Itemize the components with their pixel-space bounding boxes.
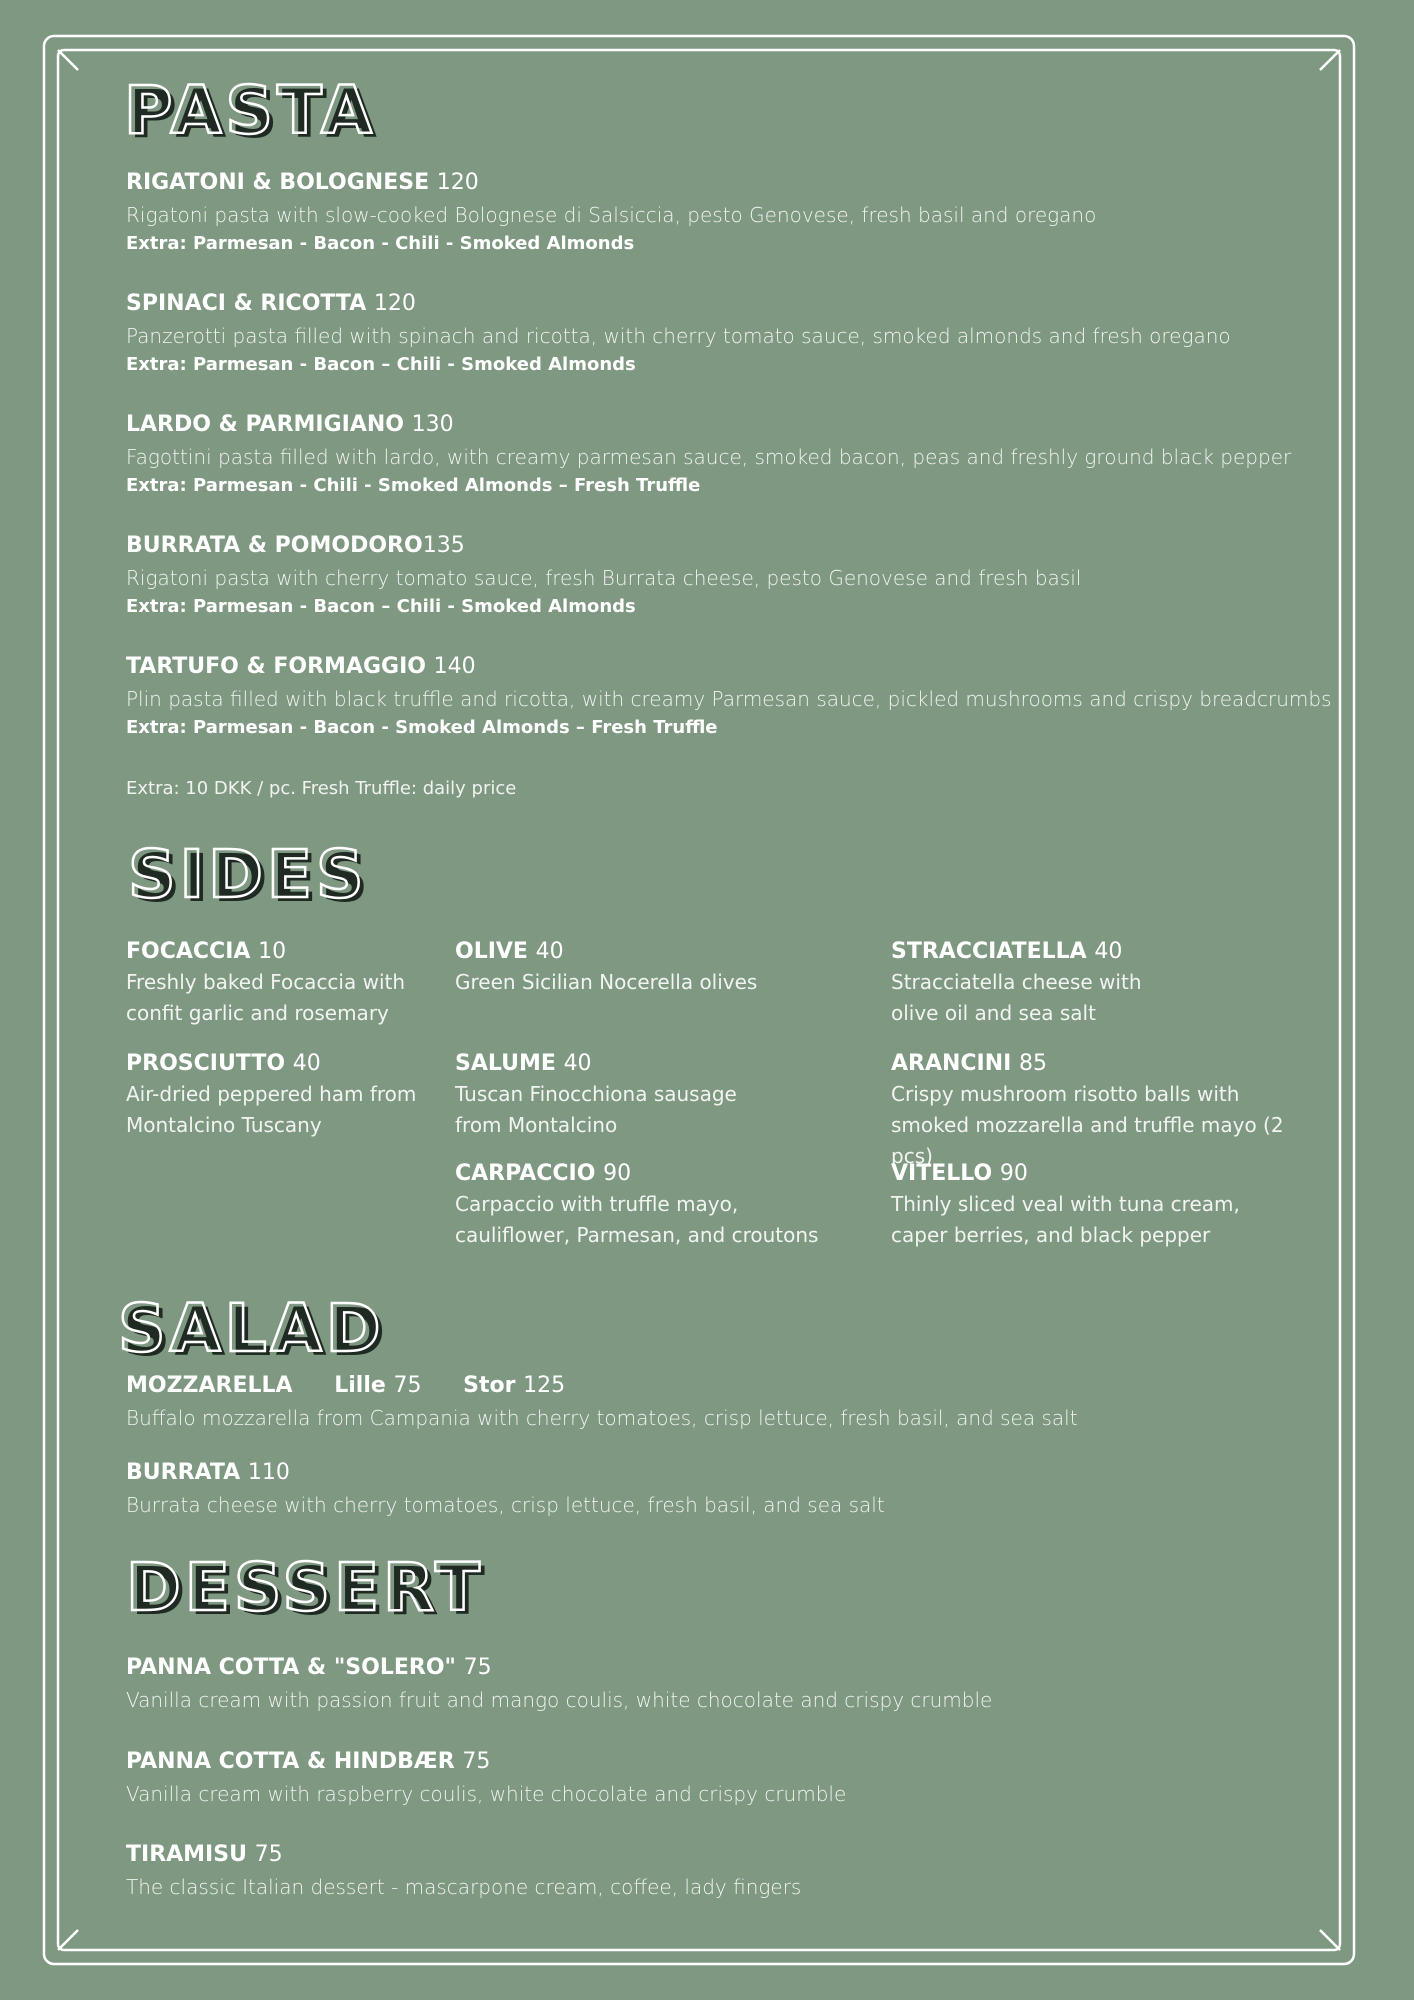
pasta-item: [126, 652, 1332, 742]
item-name: BURRATA & POMODORO: [126, 533, 423, 558]
item-description: Stracciatella cheese with: [891, 970, 1142, 994]
item-price: 110: [247, 1460, 290, 1485]
item-description: Buffalo mozzarella from Campania with cherry tomatoes, crisp lettuce, fresh basil, and sea salt: [126, 1406, 1078, 1430]
item-extras: Extra: Parmesan - Bacon - Smoked Almonds – Fresh Truffle: [126, 717, 718, 738]
item-description: olive oil and sea salt: [891, 1001, 1096, 1025]
size-label: Lille: [334, 1373, 386, 1398]
item-name: SPINACI & RICOTTA: [126, 291, 367, 316]
item-description: Carpaccio with truffle mayo,: [455, 1192, 739, 1216]
item-description: Crispy mushroom risotto balls with: [891, 1082, 1240, 1106]
item-description: Montalcino Tuscany: [126, 1113, 322, 1137]
item-price: 120: [373, 291, 416, 316]
item-name: TARTUFO & FORMAGGIO: [126, 654, 426, 679]
item-name: PANNA COTTA & "SOLERO": [126, 1655, 456, 1680]
item-price: 40: [535, 939, 564, 964]
item-description: The classic Italian dessert - mascarpone cream, coffee, lady fingers: [126, 1875, 802, 1899]
item-price: 130: [411, 412, 454, 437]
item-price: 75: [462, 1749, 491, 1774]
side-item: [455, 1159, 818, 1251]
item-extras: Extra: Parmesan - Bacon - Chili - Smoked Almonds: [126, 233, 635, 254]
sides-heading: SIDES: [128, 836, 368, 913]
item-description: Burrata cheese with cherry tomatoes, crisp lettuce, fresh basil, and sea salt: [126, 1493, 885, 1517]
dessert-item: [126, 1747, 846, 1809]
item-name: RIGATONI & BOLOGNESE: [126, 170, 430, 195]
pasta-item: [126, 168, 1096, 258]
item-price: 10: [258, 939, 287, 964]
side-item: [455, 1049, 737, 1141]
item-name: FOCACCIA: [126, 939, 251, 964]
item-price: 40: [1094, 939, 1123, 964]
item-description: Plin pasta filled with black truffle and ricotta, with creamy Parmesan sauce, pickled mushrooms and crispy breadcrumbs: [126, 687, 1332, 711]
pasta-item: [126, 410, 1291, 500]
item-description: smoked mozzarella and truffle mayo (2 pcs): [891, 1113, 1284, 1168]
item-description: Tuscan Finocchiona sausage: [455, 1082, 737, 1106]
size-label: Stor: [463, 1373, 516, 1398]
side-item: [126, 1049, 416, 1141]
item-name: CARPACCIO: [455, 1161, 596, 1186]
pasta-extras-note: Extra: 10 DKK / pc. Fresh Truffle: daily price: [126, 778, 517, 799]
pasta-item: [126, 289, 1231, 379]
item-description: from Montalcino: [455, 1113, 618, 1137]
pasta-item: [126, 531, 1081, 621]
side-item: [891, 1049, 1326, 1172]
item-name: PANNA COTTA & HINDBÆR: [126, 1749, 455, 1774]
item-price: 75: [463, 1655, 492, 1680]
item-description: Fagottini pasta filled with lardo, with creamy parmesan sauce, smoked bacon, peas and freshly ground black pepper: [126, 445, 1292, 469]
item-name: LARDO & PARMIGIANO: [126, 412, 404, 437]
item-description: Panzerotti pasta filled with spinach and ricotta, with cherry tomato sauce, smoked almonds and fresh oregano: [126, 324, 1231, 348]
item-name: MOZZARELLA: [126, 1373, 293, 1398]
item-name: STRACCIATELLA: [891, 939, 1087, 964]
item-price: 90: [603, 1161, 632, 1186]
item-extras: Extra: Parmesan - Bacon – Chili - Smoked Almonds: [126, 596, 636, 617]
dessert-heading: DESSERT: [126, 1549, 484, 1626]
item-price: 135: [422, 533, 465, 558]
item-price: 75: [254, 1842, 283, 1867]
item-price: 40: [292, 1051, 321, 1076]
item-description: cauliflower, Parmesan, and croutons: [455, 1223, 819, 1247]
item-description: Thinly sliced veal with tuna cream,: [891, 1192, 1240, 1216]
salad-item: [126, 1458, 885, 1520]
item-description: Air-dried peppered ham from: [126, 1082, 417, 1106]
item-extras: Extra: Parmesan - Bacon – Chili - Smoked Almonds: [126, 354, 636, 375]
item-description: Rigatoni pasta with slow-cooked Bolognese di Salsiccia, pesto Genovese, fresh basil and oregano: [126, 203, 1097, 227]
item-description: Rigatoni pasta with cherry tomato sauce, fresh Burrata cheese, pesto Genovese and fresh basil: [126, 566, 1082, 590]
side-item: [126, 937, 405, 1029]
item-price: 125: [523, 1373, 566, 1398]
salad-item: [126, 1371, 1078, 1433]
salad-heading: SALAD: [118, 1290, 385, 1367]
item-description: Green Sicilian Nocerella olives: [455, 970, 758, 994]
item-description: Freshly baked Focaccia with: [126, 970, 406, 994]
item-description: confit garlic and rosemary: [126, 1001, 389, 1025]
item-price: 40: [563, 1051, 592, 1076]
item-name: OLIVE: [455, 939, 528, 964]
item-price: 75: [393, 1373, 422, 1398]
item-description: caper berries, and black pepper: [891, 1223, 1211, 1247]
item-name: BURRATA: [126, 1460, 241, 1485]
dessert-item: [126, 1840, 801, 1902]
dessert-item: [126, 1653, 992, 1715]
pasta-heading: PASTA: [124, 72, 376, 149]
item-extras: Extra: Parmesan - Chili - Smoked Almonds – Fresh Truffle: [126, 475, 701, 496]
side-item: [891, 1159, 1240, 1251]
item-name: PROSCIUTTO: [126, 1051, 286, 1076]
item-name: SALUME: [455, 1051, 556, 1076]
item-name: ARANCINI: [891, 1051, 1012, 1076]
item-price: 85: [1019, 1051, 1048, 1076]
item-price: 140: [433, 654, 476, 679]
item-name: TIRAMISU: [126, 1842, 247, 1867]
item-description: Vanilla cream with passion fruit and mango coulis, white chocolate and crispy crumble: [126, 1688, 993, 1712]
item-description: Vanilla cream with raspberry coulis, white chocolate and crispy crumble: [126, 1782, 847, 1806]
item-price: 120: [436, 170, 479, 195]
side-item: [455, 937, 757, 998]
side-item: [891, 937, 1142, 1029]
item-price: 90: [999, 1161, 1028, 1186]
item-name: VITELLO: [891, 1161, 993, 1186]
